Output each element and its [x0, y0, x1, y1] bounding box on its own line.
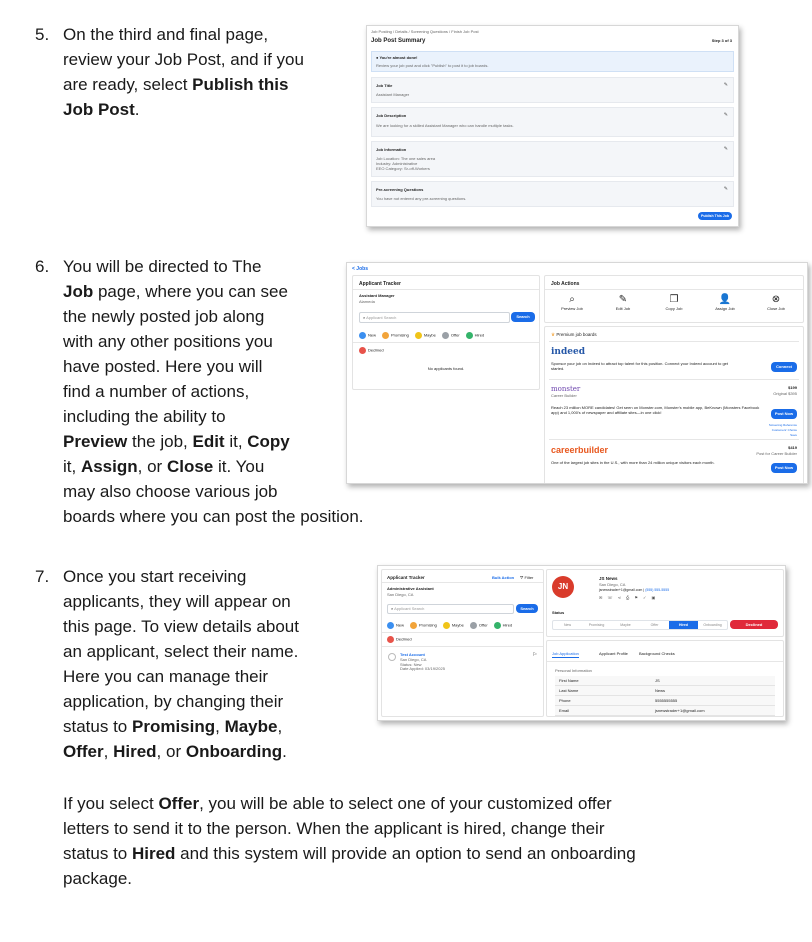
bold-text: Onboarding [185, 742, 283, 761]
screening-label: Pre-screening Questions [376, 187, 424, 192]
row-value: jsnewstrader+1@gmail.com [655, 708, 705, 713]
filter-button[interactable] [520, 575, 533, 580]
status-label: Maybe [423, 332, 436, 338]
declined-dot-icon [359, 347, 366, 354]
breadcrumb: Job Posting / Details / Screening Questions / Finish Job Post [371, 29, 479, 34]
indeed-description: Sponsor your job on Indeed to attract top talent for this position. Connect your Indeed account to get started. [551, 361, 729, 371]
bold-text: Job [63, 282, 94, 301]
monster-price: $199 [788, 385, 797, 390]
bold-text: Offer [63, 742, 104, 761]
monster-links [769, 423, 797, 438]
status-label: Hired [474, 332, 485, 338]
status-step-hired[interactable]: Hired [669, 621, 698, 629]
text-line [63, 504, 423, 529]
text-line [63, 589, 353, 614]
text-line [63, 614, 353, 639]
job-information-section [371, 141, 734, 177]
job-post-summary-screenshot [366, 25, 739, 227]
applicant-tracker-screenshot [377, 565, 786, 721]
text-segment: application, by changing their [63, 692, 284, 711]
careerbuilder-description: One of the largest job sites in the U.S., with more than 24 million unique visitors each month. [551, 460, 715, 465]
status-dot-icon [466, 332, 473, 339]
divider [353, 342, 539, 343]
premium-label: Premium job boards [556, 332, 597, 337]
search-button[interactable]: Search [516, 604, 538, 613]
bold-text: Hired [131, 844, 176, 863]
divider [382, 582, 543, 583]
text-segment: , [103, 742, 114, 761]
search-placeholder: Applicant Search [394, 606, 425, 611]
applicant-search-input[interactable] [387, 604, 514, 614]
text-segment: Once you start receiving [63, 567, 247, 586]
text-segment: . [282, 742, 287, 761]
status-label: New [368, 332, 377, 338]
text-segment: , or [156, 742, 186, 761]
status-chip-offer[interactable] [442, 332, 460, 339]
text-line [63, 564, 353, 589]
text-segment: letters to send it to the person. When the applicant is hired, change their [63, 819, 605, 838]
description-label: Job Description [376, 113, 407, 118]
row-key: Last Name [559, 688, 579, 693]
applicant-tracker-panel [352, 275, 540, 390]
status-label: Hired [502, 622, 513, 628]
tracker-title: Applicant Tracker [359, 281, 401, 287]
bold-text: Promising [131, 717, 216, 736]
job-title-label: Job Title [376, 83, 393, 88]
offer-hired-paragraph [63, 791, 783, 891]
row-key: Email [559, 708, 570, 713]
filter-icon: ⛛ [520, 575, 524, 580]
applicant-profile-panel [546, 569, 784, 637]
almost-done-sub: Review your job post and click "Publish" to post it to job boards. [376, 63, 489, 68]
status-label: Offer [478, 622, 488, 628]
text-line [63, 841, 783, 866]
job-name: Administrative Assistant [387, 586, 434, 591]
text-line [63, 791, 783, 816]
text-segment: and this system will provide an option to send an onboarding [175, 844, 636, 863]
applicant-name-link[interactable]: Test Account [400, 652, 425, 657]
declined-label: Declined [396, 636, 412, 642]
profile-contact: jsnewstrader+1@gmail.com | (555) 555-5555 [599, 588, 670, 592]
edit-pencil-icon[interactable]: ✎ [723, 146, 728, 152]
status-label: Maybe [451, 622, 464, 628]
search-icon: ⌕ [363, 315, 366, 320]
row-value: News [655, 688, 666, 693]
careerbuilder-logo: careerbuilder [551, 445, 609, 455]
row-key: Phone [559, 698, 571, 703]
table-row [555, 676, 775, 686]
preview-job-button[interactable] [553, 294, 591, 311]
declined-filter[interactable] [359, 347, 384, 354]
text-segment: You will be directed to The [63, 257, 262, 276]
status-chip-maybe[interactable] [443, 622, 464, 629]
avatar: JN [552, 576, 574, 598]
status-step-maybe[interactable]: Maybe [620, 623, 631, 627]
bold-text: Assign [80, 457, 138, 476]
monster-price-sub: Original $395 [773, 391, 797, 396]
status-filter-row [359, 332, 490, 339]
status-chip-new[interactable] [387, 622, 404, 629]
description-value: We are looking for a skilled Assistant Manager who can handle multiple tasks. [376, 123, 514, 128]
bold-text: Maybe [224, 717, 278, 736]
text-segment: page, where you can see [93, 282, 288, 301]
text-segment: . [134, 100, 140, 119]
text-segment: , [277, 717, 283, 736]
job-description-section [371, 107, 734, 137]
copy-icon: ❐ [669, 294, 679, 305]
job-location: Alameda [359, 299, 375, 304]
job-actions-panel [544, 275, 804, 323]
declined-label: Declined [368, 347, 384, 353]
job-page-screenshot [346, 262, 808, 484]
tab-applicant-profile[interactable]: Applicant Profile [599, 651, 628, 656]
careerbuilder-price-sub: Post for Career Builder [756, 451, 797, 456]
bold-text: Preview [63, 432, 128, 451]
status-stepper[interactable] [552, 620, 728, 630]
copy-job-button[interactable] [655, 294, 693, 311]
divider [382, 632, 543, 633]
status-step-onboarding[interactable]: Onboarding [703, 623, 722, 627]
no-applicants-text: No applicants found. [427, 366, 465, 371]
step-7-number: 7. [35, 567, 50, 586]
text-line [63, 689, 353, 714]
action-label: Copy Job [665, 306, 683, 311]
declined-filter[interactable] [387, 636, 412, 643]
indeed-logo: indeed [551, 347, 586, 357]
monster-logo: monster [551, 385, 581, 393]
status-dot-icon [443, 622, 450, 629]
premium-boards-heading [551, 332, 597, 338]
status-dot-icon [382, 332, 389, 339]
text-segment: it. You [213, 457, 265, 476]
applicant-select-checkbox[interactable] [388, 653, 396, 661]
action-label: Preview Job [561, 306, 583, 311]
bookmark-icon[interactable]: ⚐ [532, 652, 537, 658]
edit-pencil-icon[interactable]: ✎ [723, 82, 728, 88]
applicant-list-panel [381, 569, 544, 717]
crown-icon: ♛ [551, 332, 556, 337]
publish-job-post-button[interactable]: Publish This Job Post [698, 212, 732, 220]
divider [549, 341, 799, 342]
status-step-promising[interactable]: Promising [588, 623, 605, 627]
text-line [63, 47, 353, 72]
status-dot-icon [470, 622, 477, 629]
information-lines [376, 156, 435, 171]
status-dot-icon [387, 622, 394, 629]
search-button[interactable]: Search [511, 312, 535, 322]
text-segment: the job, [127, 432, 193, 451]
edit-job-button[interactable] [604, 294, 642, 311]
magnifier-icon: ⌕ [569, 294, 575, 305]
profile-action-icons[interactable]: ✉ ☏ ⋖ ⎙ ⚑ ✓ ▣ [599, 595, 658, 600]
almost-done-banner [371, 51, 734, 72]
status-filter-row [387, 622, 518, 629]
action-label: Assign Job [715, 306, 735, 311]
text-segment: package. [63, 869, 132, 888]
row-key: First Name [559, 678, 579, 683]
action-label: Close Job [767, 306, 785, 311]
monster-link[interactable]: Save [790, 433, 797, 437]
text-segment: Here you can manage their [63, 667, 269, 686]
search-icon: ⌕ [391, 606, 394, 611]
almost-done-title: ● You're almost done! [376, 55, 418, 60]
job-title-value: Assistant Manager [376, 92, 410, 97]
applicant-status: Status: New [400, 661, 422, 667]
profile-name: JS News [599, 576, 618, 581]
info-line: Job Location: The one sales area [376, 156, 436, 161]
status-label: Promising [419, 622, 437, 628]
text-segment: If you select [63, 794, 159, 813]
text-segment: applicants, they will appear on [63, 592, 291, 611]
filter-label: Filter [524, 575, 534, 580]
edit-pencil-icon[interactable]: ✎ [723, 112, 728, 118]
divider [549, 439, 799, 440]
status-label: Status [552, 610, 565, 615]
profile-phone[interactable]: (555) 555-5555 [645, 588, 670, 592]
job-name: Assistant Manager [359, 293, 395, 298]
status-dot-icon [415, 332, 422, 339]
back-to-jobs-link[interactable]: < Jobs [352, 266, 368, 272]
status-dot-icon [442, 332, 449, 339]
text-segment: it, [224, 432, 248, 451]
applicant-date: Date Applied: 03/19/2025 [400, 666, 445, 671]
bold-text: Edit [192, 432, 225, 451]
table-row [555, 706, 775, 716]
close-circle-icon: ⊗ [771, 294, 781, 305]
text-segment: with any other positions you [63, 332, 273, 351]
assign-job-button[interactable] [706, 294, 744, 311]
bold-text: Hired [113, 742, 157, 761]
text-segment: the newly posted job along [63, 307, 265, 326]
application-details-panel [546, 640, 784, 717]
job-boards-panel [544, 326, 804, 484]
declined-dot-icon [387, 636, 394, 643]
text-segment: find a number of actions, [63, 382, 250, 401]
text-line [63, 714, 353, 739]
monster-link[interactable]: Customers' Choice [771, 428, 797, 432]
edit-pencil-icon[interactable]: ✎ [723, 186, 728, 192]
status-step-new[interactable]: New [563, 623, 571, 627]
status-chip-new[interactable] [359, 332, 376, 339]
row-value: 5555555555 [655, 698, 678, 703]
status-chip-hired[interactable] [466, 332, 485, 339]
text-line [63, 816, 783, 841]
divider [353, 289, 539, 290]
step-indicator: Step 3 of 3 [711, 38, 732, 43]
step-6-number: 6. [35, 257, 50, 276]
text-segment: , [215, 717, 225, 736]
action-label: Edit Job [615, 306, 631, 311]
step-5-text [63, 22, 353, 122]
text-segment: status to [63, 717, 132, 736]
monster-link[interactable]: Screening Reference [768, 423, 797, 427]
close-job-button[interactable] [757, 294, 795, 311]
divider [549, 379, 799, 380]
status-dot-icon [359, 332, 366, 339]
screening-section [371, 181, 734, 207]
text-line [63, 739, 353, 764]
text-segment: boards where you can post the position. [63, 507, 364, 526]
profile-email[interactable]: jsnewstrader+1@gmail.com [599, 588, 643, 592]
search-placeholder: Applicant Search [366, 315, 397, 320]
table-row [555, 686, 775, 696]
text-segment: are ready, select [63, 75, 193, 94]
careerbuilder-post-now-button[interactable]: Post Now [771, 463, 797, 473]
status-chip-promising[interactable] [382, 332, 409, 339]
text-segment: it, [63, 457, 81, 476]
text-segment: may also choose various job [63, 482, 278, 501]
text-line [63, 639, 353, 664]
text-segment: an applicant, select their name. [63, 642, 299, 661]
tab-job-application[interactable]: Job Application [552, 651, 579, 656]
tab-background-checks[interactable]: Background Checks [639, 651, 675, 656]
text-segment: review your Job Post, and if you [63, 50, 304, 69]
text-line [63, 22, 353, 47]
text-segment: including the ability to [63, 407, 226, 426]
bold-text: Close [166, 457, 214, 476]
applicant-details [400, 658, 445, 672]
information-label: Job Information [376, 147, 407, 152]
status-chip-offer[interactable] [470, 622, 488, 629]
bold-text: Job Post [63, 100, 135, 119]
user-add-icon: 👤 [718, 294, 732, 305]
info-line: EEO Category: Sr-off-Workers [376, 166, 430, 171]
divider [547, 661, 783, 662]
status-dot-icon [494, 622, 501, 629]
status-chip-maybe[interactable] [415, 332, 436, 339]
text-segment: , you will be able to select one of your customized offer [199, 794, 612, 813]
declined-button[interactable]: Declined [730, 620, 778, 629]
bold-text: Copy [247, 432, 290, 451]
job-location: San Diego, CA [387, 592, 414, 597]
divider [382, 646, 543, 647]
text-segment: On the third and final page, [63, 25, 269, 44]
info-line: Industry: Administrative [376, 161, 418, 166]
page-title: Job Post Summary [371, 38, 426, 44]
row-value: JS [655, 678, 660, 683]
applicant-search-input[interactable] [359, 312, 510, 323]
text-segment: status to [63, 844, 132, 863]
text-line [63, 866, 783, 891]
text-line [63, 72, 353, 97]
job-actions-title: Job Actions [551, 281, 580, 287]
status-dot-icon [410, 622, 417, 629]
text-segment: this page. To view details about [63, 617, 299, 636]
applicant-location: San Diego, CA [400, 657, 427, 662]
bold-text: Offer [158, 794, 200, 813]
monster-post-now-button[interactable]: Post Now [771, 409, 797, 419]
text-segment: have posted. Here you will [63, 357, 263, 376]
status-label: Promising [391, 332, 409, 338]
job-title-section [371, 77, 734, 103]
bold-text: Publish this [192, 75, 289, 94]
table-row [555, 696, 775, 706]
status-chip-promising[interactable] [410, 622, 437, 629]
text-segment: , or [137, 457, 167, 476]
indeed-connect-button[interactable]: Connect [771, 362, 797, 372]
monster-description: Reach 23 million MORE candidates! Get seen on Monster.com, Monster's mobile app, BeKnown (Monsters Facebook app) and 1,000's of newspaper and affiliate sites—in one click! [551, 405, 760, 415]
profile-location: San Diego, CA [599, 582, 626, 587]
status-label: Offer [450, 332, 460, 338]
careerbuilder-price: $419 [788, 445, 797, 450]
monster-sub: Career Builder [551, 393, 577, 398]
status-chip-hired[interactable] [494, 622, 513, 629]
status-label: New [396, 622, 405, 628]
step-7-text [63, 564, 353, 764]
edit-icon: ✎ [618, 294, 628, 305]
screening-value: You have not entered any pre-screening questions. [376, 196, 467, 201]
text-line [63, 97, 353, 122]
text-line [63, 664, 353, 689]
step-5-number: 5. [35, 25, 50, 44]
status-step-offer[interactable]: Offer [650, 623, 659, 627]
tracker-title: Applicant Tracker [387, 575, 425, 580]
bulk-action-button[interactable]: Bulk Action [492, 575, 515, 580]
personal-info-heading: Personal Information [555, 668, 592, 673]
divider [545, 289, 803, 290]
